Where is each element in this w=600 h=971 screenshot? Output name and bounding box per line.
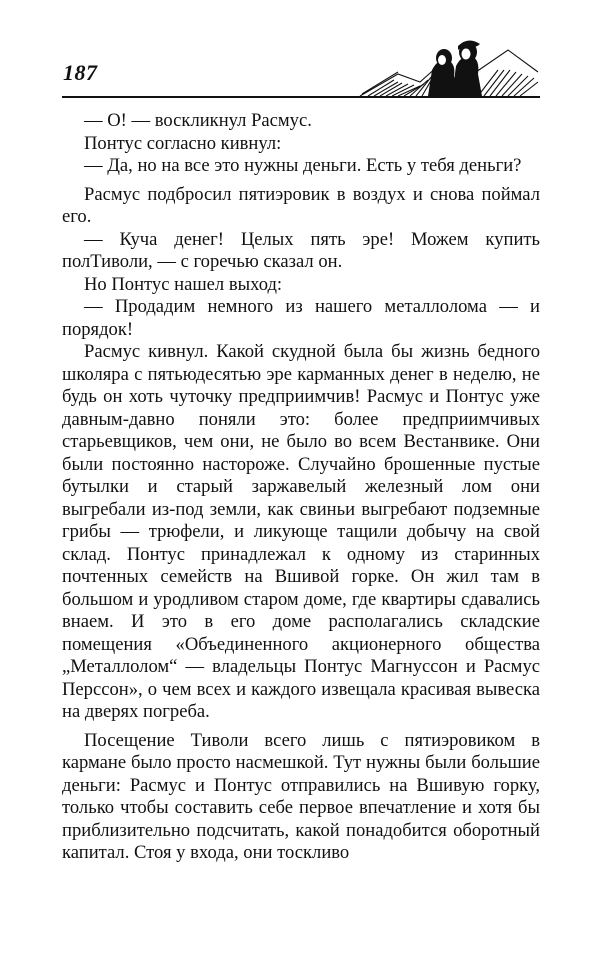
paragraph: Но Понтус нашел выход: <box>84 273 283 295</box>
page-text <box>62 110 540 865</box>
paragraph: — Продадим немного из нашего металлолома — и порядок! <box>62 296 540 340</box>
paragraph: Посещение Тиволи всего лишь с пятиэровиком в кармане было просто насмешкой. Тут нужны были большие деньги: Расмус и Понтус отправились на Вшивую горку, только чтобы составить себе первое впечатление и хотя бы приблизительно подсчитать, какой понадобится оборотный капитал. Стоя у входа, они тоскливо <box>62 729 540 863</box>
paragraph: — Да, но на все это нужны деньги. Есть у тебя деньги? <box>84 155 522 176</box>
paragraph: Понтус согласно кивнул: <box>84 132 282 154</box>
header-rule <box>62 96 540 98</box>
header-illustration <box>358 36 540 98</box>
paragraph: — Куча денег! Целых пять эре! Можем купить полТиволи, — с горечью сказал он. <box>62 228 540 272</box>
paragraph: Расмус кивнул. Какой скудной была бы жизнь бедного школяра с пятьюдесятью эре карманных денег в неделю, не будь он хоть чуточку предприимчив! Расмус и Понтус уже давным-давно поняли это: более предприимчивых старьевщиков, чем они, не было во всем Вестанвике. Они были постоянно настороже. Случайно брошенные пустые бутылки и старый заржавелый железный лом они выгребали из-под земли, как свиньи выгребают подземные грибы — трюфели, и ликующе тащили добычу на свой склад. Понтус принадлежал к одному из старинных почтенных семейств на Вшивой горке. Он жил там в большом и уродливом старом доме, где квартиры сдавались внаем. И это в его доме располагались складские помещения «Объединенного акционерного общества „Металлолом“ — владельцы Понтус Магнуссон и Расмус Перссон», о чем всех и каждого извещала красивая вывеска на дверях погреба. <box>62 341 540 722</box>
paragraph: Расмус подбросил пятиэровик в воздух и снова поймал его. <box>62 183 540 227</box>
page-number: 187 <box>63 60 98 85</box>
paragraph: — О! — воскликнул Расмус. <box>84 110 312 131</box>
